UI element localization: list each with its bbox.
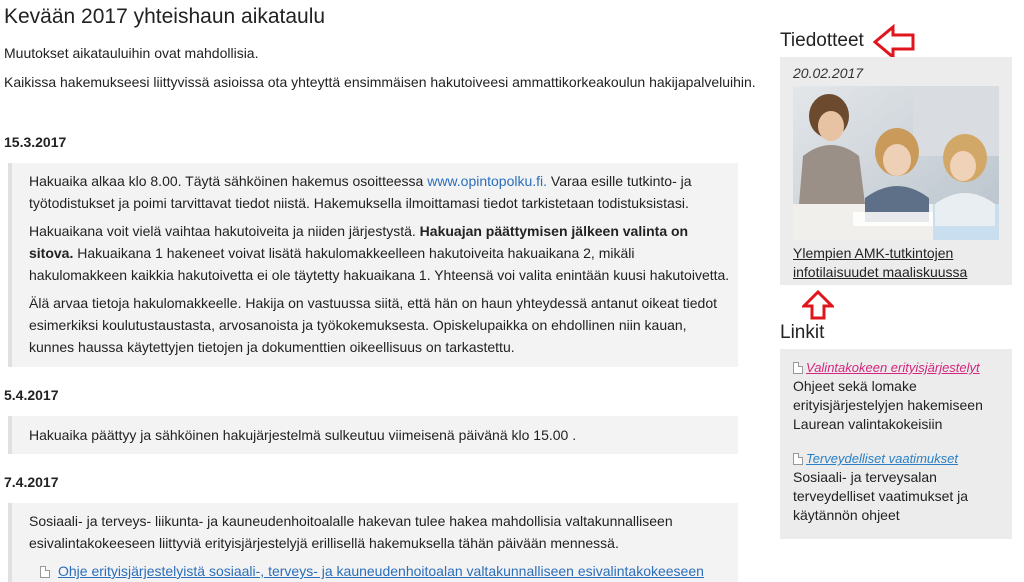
links-box — [780, 349, 1012, 539]
valintakoe-erityisjarjestelyt-link[interactable] — [793, 359, 999, 377]
link-description: Ohjeet sekä lomake erityisjärjestelyjen hakemiseen Laurean valintakokeisiin — [793, 378, 983, 432]
paragraph-text: Hakuaika alkaa klo 8.00. Täytä sähköinen hakemus osoitteessa — [29, 173, 428, 189]
link-item — [793, 450, 999, 525]
section-date: 15.3.2017 — [4, 134, 67, 150]
section-block — [8, 416, 738, 454]
paragraph-text: Hakuaikana 1 hakeneet voivat lisätä hakulomakkeelleen hakutoiveita hakuaikana 2, mikäli hakulomakkeen kaikkia hakutoivetta ei ole täytetty hakuaikana 1. Yhteensä voi valita enintään kuusi hakutoivetta. — [29, 245, 730, 283]
intro-text: Muutokset aikatauluihin ovat mahdollisia. — [4, 45, 259, 61]
links-heading: Linkit — [780, 322, 825, 343]
opintopolku-link[interactable]: www.opintopolku.fi. — [427, 173, 548, 189]
intro-text: Kaikissa hakemukseesi liittyvissä asioissa ota yhteyttä ensimmäisen hakutoiveesi ammattikorkeakoulun hakijapalveluihin. — [4, 74, 756, 90]
link-label: Valintakokeen erityisjärjestelyt — [806, 360, 980, 375]
section-date: 5.4.2017 — [4, 387, 59, 403]
document-icon — [793, 362, 803, 374]
news-title-link[interactable]: Ylempien AMK-tutkintojen infotilaisuudet maaliskuussa — [793, 245, 968, 280]
news-image[interactable] — [793, 86, 999, 240]
link-description: Sosiaali- ja terveysalan terveydelliset vaatimukset ja käytännön ohjeet — [793, 469, 969, 523]
arrow-up-icon — [802, 290, 834, 320]
erityisjarjestelyt-guide-link[interactable] — [40, 560, 730, 582]
document-icon — [793, 453, 803, 465]
document-icon — [40, 566, 50, 578]
bold-notice: Hakuajan päättymisen jälkeen valinta on sitova. — [29, 223, 689, 261]
paragraph: Hakuaika päättyy ja sähköinen hakujärjestelmä sulkeutuu viimeisenä päivänä klo 15.00 . — [29, 427, 577, 443]
link-item — [793, 359, 999, 434]
paragraph: Sosiaali- ja terveys- liikunta- ja kauneudenhoitoalalle hakevan tulee hakea mahdollisia valtakunnalliseen esivalintakokeeseen liittyviä erityisjärjestelyjä erillisellä hakemuksella tähän päivään mennessä. — [29, 513, 673, 551]
paragraph-text: Hakuaikana voit vielä vaihtaa hakutoiveita ja niiden järjestystä. — [29, 223, 420, 239]
link-label: Terveydelliset vaatimukset — [806, 451, 958, 466]
news-date: 20.02.2017 — [793, 65, 864, 81]
paragraph: Älä arvaa tietoja hakulomakkeelle. Hakija on vastuussa siitä, että hän on haun yhteydessä antanut oikeat tiedot esimerkiksi koulutustaustasta, arvosanoista ja työkokemuksesta. Opiskelupaikka on ehdollinen niin kauan, kunnes haussa käytettyjen tietojen ja dokumenttien oikeellisuus on tarkastettu. — [29, 295, 717, 355]
news-heading: Tiedotteet — [780, 30, 864, 51]
section-block — [8, 503, 738, 582]
section-date: 7.4.2017 — [4, 474, 59, 490]
paragraph — [29, 170, 730, 214]
paragraph-text: Varaa esille tutkinto- ja työtodistukset ja poimi tarvittavat tiedot niistä. Hakemuksella ilmoittamasi tiedot tarkistetaan todistuksistasi. — [29, 173, 692, 211]
page-title: Kevään 2017 yhteishaun aikataulu — [4, 5, 326, 28]
link-label: Ohje erityisjärjestelyistä sosiaali-, terveys- ja kauneudenhoitoalan valtakunnalliseen esivalintakokeeseen — [58, 563, 704, 579]
paragraph — [29, 220, 730, 286]
section-block — [8, 163, 738, 367]
arrow-left-icon — [873, 24, 915, 60]
news-card[interactable] — [780, 57, 1012, 285]
terveydelliset-vaatimukset-link[interactable] — [793, 450, 999, 468]
